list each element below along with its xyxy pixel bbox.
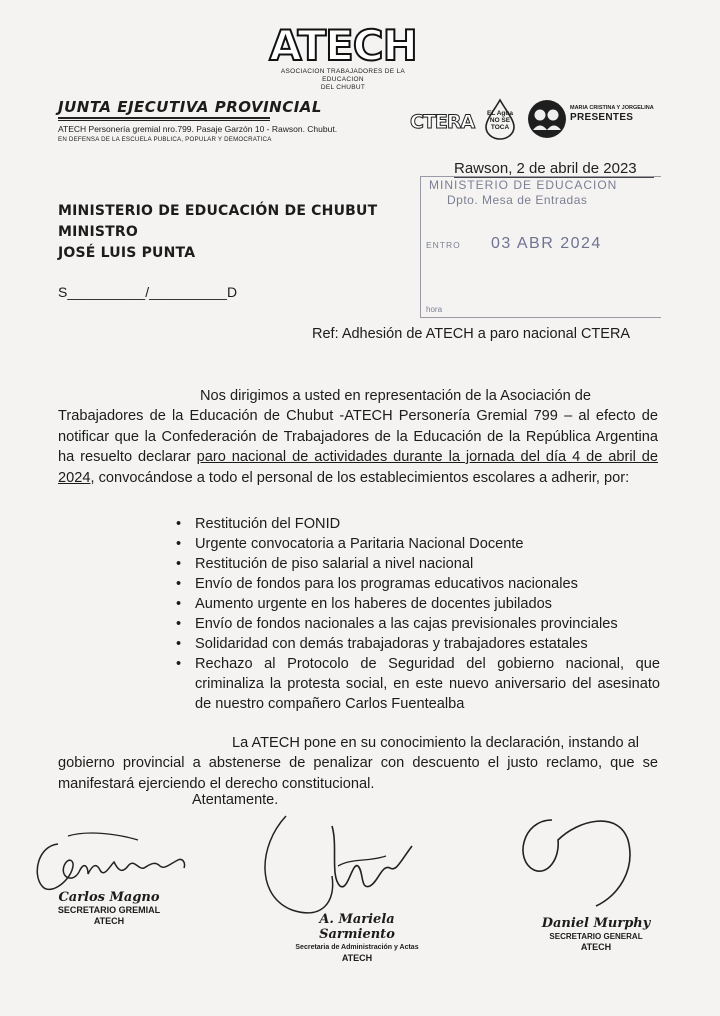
list-item: • Restitución del FONID bbox=[176, 514, 660, 534]
stamp-department: Dpto. Mesa de Entradas bbox=[447, 193, 588, 207]
stamp-ministry: MINISTERIO DE EDUCACION bbox=[429, 178, 618, 192]
agua-logo-text: EL Agua NO SE TOCA bbox=[486, 110, 513, 131]
logo-subtitle-2: DEL CHUBUT bbox=[320, 84, 366, 91]
signature-block-2 bbox=[282, 912, 432, 964]
signer-title: SECRETARIO GREMIAL bbox=[57, 905, 161, 915]
stamp-date: 03 ABR 2024 bbox=[491, 235, 602, 252]
atech-logo bbox=[268, 21, 418, 92]
presentes-names: MARIA CRISTINA Y JORGELINA bbox=[570, 105, 654, 111]
portrait-logo-icon bbox=[528, 100, 566, 138]
paragraph-1-text-b: convocándose a todo el personal de los establecimientos escolares a adherir, por: bbox=[94, 469, 630, 486]
paragraph-1 bbox=[58, 406, 658, 488]
signature-mariela-sarmiento bbox=[252, 806, 442, 926]
recipient-name: JOSÉ LUIS PUNTA bbox=[58, 245, 196, 261]
closing: Atentamente. bbox=[192, 792, 279, 808]
letter-date: Rawson, 2 de abril de 2023 bbox=[454, 160, 637, 177]
signer-name: A. Mariela Sarmiento bbox=[319, 912, 395, 942]
paragraph-2: gobierno provincial a abstenerse de penalizar con descuento el justo reclamo, que se manifestará ejerciendo el derecho constitucional. bbox=[58, 755, 658, 792]
paragraph-1-underlined: paro nacional de actividades durante la jornada del día 4 de abril de 2024, bbox=[58, 449, 658, 486]
list-item: • Restitución de piso salarial a nivel nacional bbox=[176, 554, 660, 574]
header-divider-2 bbox=[58, 120, 270, 121]
recipient-ministry: MINISTERIO DE EDUCACIÓN DE CHUBUT bbox=[58, 203, 378, 219]
list-item: • Rechazo al Protocolo de Seguridad del gobierno nacional, que criminaliza la protesta social, en este nuevo aniversario del asesinato de nuestro compañero Carlos Fuentealba bbox=[176, 654, 660, 714]
sd-line: S__________/__________D bbox=[58, 284, 238, 300]
signer-name: Daniel Murphy bbox=[541, 916, 651, 931]
signer-title: Secretaria de Administración y Actas bbox=[295, 944, 419, 951]
header-divider bbox=[58, 117, 270, 119]
signature-daniel-murphy bbox=[508, 800, 658, 920]
paragraph-2-first-line: La ATECH pone en su conocimiento la declaración, instando al bbox=[232, 735, 639, 751]
list-item: • Envío de fondos nacionales a las cajas previsionales provinciales bbox=[176, 614, 660, 634]
signer-org: ATECH bbox=[93, 916, 125, 926]
demands-list bbox=[176, 514, 660, 714]
list-item: • Solidaridad con demás trabajadoras y trabajadores estatales bbox=[176, 634, 660, 654]
list-item: • Envío de fondos para los programas educativos nacionales bbox=[176, 574, 660, 594]
date-underline bbox=[454, 177, 654, 178]
logo-subtitle: ASOCIACION TRABAJADORES DE LA EDUCACION bbox=[280, 68, 406, 83]
signature-block-3 bbox=[540, 916, 652, 953]
signer-org: ATECH bbox=[580, 942, 612, 952]
presentes-logo bbox=[570, 105, 654, 124]
paragraph-1-first-line: Nos dirigimos a usted en representación de la Asociación de bbox=[200, 388, 592, 404]
header-address: ATECH Personería gremial nro.799. Pasaje Garzón 10 - Rawson. Chubut. bbox=[58, 124, 338, 134]
ctera-logo: CTERA bbox=[410, 111, 475, 133]
list-item: • Aumento urgente en los haberes de docentes jubilados bbox=[176, 594, 660, 614]
signer-title: SECRETARIO GENERAL bbox=[549, 932, 643, 941]
presentes-word: PRESENTES bbox=[570, 111, 634, 123]
signer-name: Carlos Magno bbox=[58, 890, 160, 905]
junta-title: JUNTA EJECUTIVA PROVINCIAL bbox=[58, 98, 322, 116]
reference-line: Ref: Adhesión de ATECH a paro nacional CTERA bbox=[312, 326, 631, 342]
list-item: • Urgente convocatoria a Paritaria Nacional Docente bbox=[176, 534, 660, 554]
recipient-role: MINISTRO bbox=[58, 224, 138, 240]
stamp-hora-label: hora bbox=[426, 305, 443, 314]
logo-text: ATECH bbox=[269, 21, 417, 70]
signer-org: ATECH bbox=[341, 953, 373, 963]
stamp-entro-label: ENTRO bbox=[426, 240, 461, 250]
reception-stamp bbox=[420, 176, 661, 318]
header-tagline: EN DEFENSA DE LA ESCUELA PUBLICA, POPULAR Y DEMOCRATICA bbox=[58, 136, 272, 143]
paragraph-1-text-a: Trabajadores de la Educación de Chubut -ATECH Personería Gremial 799 – al efecto de notificar que la Confederación de Trabajadores de la Educación de la República Argentina ha resuelto declarar bbox=[58, 408, 658, 465]
signature-block-1 bbox=[54, 890, 164, 927]
